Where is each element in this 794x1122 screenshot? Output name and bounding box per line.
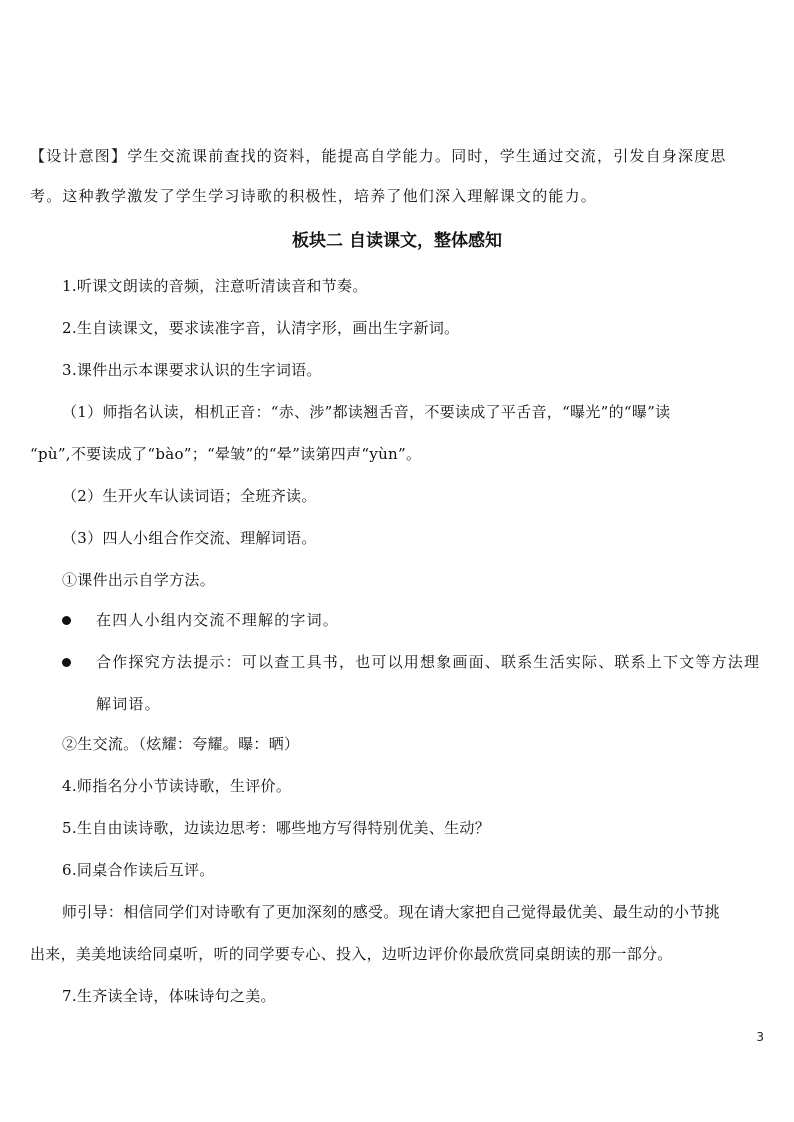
bullet-icon: [62, 658, 71, 667]
step-2: 2.生自读课文，要求读准字音，认清字形，画出生字新词。: [62, 319, 460, 337]
bullet-item-1: 在四人小组内交流不理解的字词。: [96, 611, 340, 629]
teacher-guide-line-1: 师引导：相信同学们对诗歌有了更加深刻的感受。现在请大家把自己觉得最优美、最生动的小节挑: [62, 903, 720, 921]
circled-item-2: ②生交流。（炫耀：夸耀。曝：晒）: [62, 735, 300, 753]
step-3-sub-1-line-2: “pù”,不要读成了“bào”；“晕皱”的“晕”读第四声“yùn”。: [30, 445, 422, 463]
step-3-sub-3: （3）四人小组合作交流、理解词语。: [62, 529, 317, 547]
step-3: 3.课件出示本课要求认识的生字词语。: [62, 361, 322, 379]
step-5: 5.生自由读诗歌，边读边思考：哪些地方写得特别优美、生动？: [62, 819, 491, 837]
design-intent-line-1: 【设计意图】学生交流课前查找的资料，能提高自学能力。同时，学生通过交流，引发自身深度思: [30, 147, 727, 165]
step-4: 4.师指名分小节读诗歌，生评价。: [62, 777, 292, 795]
step-3-sub-2: （2）生开火车认读词语；全班齐读。: [62, 487, 317, 505]
circled-item-1: ①课件出示自学方法。: [62, 571, 216, 589]
bullet-icon: [62, 616, 71, 625]
bullet-item-2-line-1: 合作探究方法提示：可以查工具书，也可以用想象画面、联系生活实际、联系上下文等方法理: [96, 653, 761, 671]
step-6: 6.同桌合作读后互评。: [62, 861, 215, 879]
section-title: 板块二 自读课文，整体感知: [292, 231, 502, 251]
page-number: 3: [756, 1030, 764, 1044]
step-3-sub-1-line-1: （1）师指名认读，相机正音：“赤、涉”都读翘舌音，不要读成了平舌音，“曝光”的“曝”读: [62, 403, 671, 421]
bullet-item-2-line-2: 解词语。: [96, 695, 161, 713]
step-7: 7.生齐读全诗，体味诗句之美。: [62, 987, 276, 1005]
teacher-guide-line-2: 出来，美美地读给同桌听，听的同学要专心、投入，边听边评价你最欣赏同桌朗读的那一部分。: [30, 945, 673, 963]
step-1: 1.听课文朗读的音频，注意听清读音和节奏。: [62, 277, 368, 295]
design-intent-line-2: 考。这种教学激发了学生学习诗歌的积极性，培养了他们深入理解课文的能力。: [30, 187, 598, 205]
